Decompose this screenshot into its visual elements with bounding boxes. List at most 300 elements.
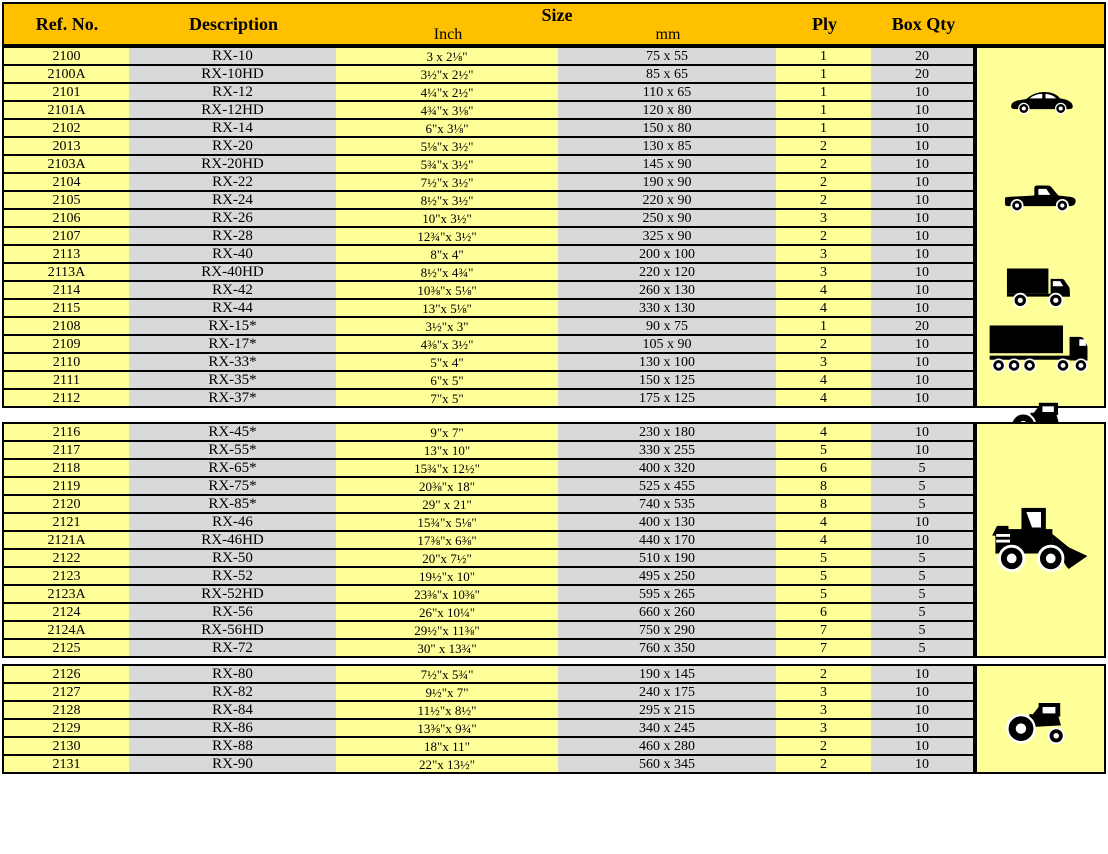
cell-ply: 7 xyxy=(776,639,871,657)
cell-qty: 5 xyxy=(871,459,974,477)
table-row xyxy=(3,477,974,495)
cell-mm: 330 x 255 xyxy=(558,441,776,459)
cell-ref: 2123A xyxy=(3,585,129,603)
cell-desc: RX-37* xyxy=(129,389,336,407)
table-row xyxy=(3,281,974,299)
cell-ref: 2109 xyxy=(3,335,129,353)
cell-desc: RX-90 xyxy=(129,755,336,773)
cell-inch: 10"x 3½" xyxy=(336,209,558,227)
cell-qty: 5 xyxy=(871,585,974,603)
cell-ref: 2122 xyxy=(3,549,129,567)
header-vehicle-column xyxy=(975,4,1104,44)
cell-ref: 2100 xyxy=(3,47,129,65)
cell-ref: 2113A xyxy=(3,263,129,281)
cell-inch: 13"x 5⅛" xyxy=(336,299,558,317)
cell-mm: 660 x 260 xyxy=(558,603,776,621)
cell-ref: 2100A xyxy=(3,65,129,83)
cell-ref: 2131 xyxy=(3,755,129,773)
cell-inch: 20⅜"x 18" xyxy=(336,477,558,495)
cell-ply: 4 xyxy=(776,371,871,389)
cell-mm: 260 x 130 xyxy=(558,281,776,299)
cell-ref: 2130 xyxy=(3,737,129,755)
cell-qty: 10 xyxy=(871,513,974,531)
cell-mm: 190 x 145 xyxy=(558,665,776,683)
catalog-section-1 xyxy=(2,2,1106,408)
table-row xyxy=(3,639,974,657)
cell-ref: 2105 xyxy=(3,191,129,209)
cell-qty: 10 xyxy=(871,719,974,737)
cell-ply: 4 xyxy=(776,531,871,549)
table-row xyxy=(3,245,974,263)
cell-ply: 2 xyxy=(776,755,871,773)
vehicle-icon-panel-3 xyxy=(975,664,1106,774)
cell-mm: 220 x 120 xyxy=(558,263,776,281)
table-row xyxy=(3,137,974,155)
cell-ply: 3 xyxy=(776,719,871,737)
semi-trailer-truck-icon xyxy=(977,322,1104,373)
table-row xyxy=(3,585,974,603)
table-row xyxy=(3,47,974,65)
cell-inch: 18"x 11" xyxy=(336,737,558,755)
cell-mm: 110 x 65 xyxy=(558,83,776,101)
cell-ply: 3 xyxy=(776,209,871,227)
vehicle-icon-panel-2 xyxy=(975,422,1106,658)
cell-mm: 105 x 90 xyxy=(558,335,776,353)
cell-ref: 2107 xyxy=(3,227,129,245)
cell-inch: 13⅜"x 9¾" xyxy=(336,719,558,737)
cell-desc: RX-75* xyxy=(129,477,336,495)
cell-desc: RX-72 xyxy=(129,639,336,657)
cell-ply: 1 xyxy=(776,317,871,335)
cell-mm: 130 x 100 xyxy=(558,353,776,371)
cell-mm: 495 x 250 xyxy=(558,567,776,585)
cell-ply: 3 xyxy=(776,683,871,701)
cell-desc: RX-88 xyxy=(129,737,336,755)
cell-ref: 2126 xyxy=(3,665,129,683)
cell-desc: RX-50 xyxy=(129,549,336,567)
product-table-3 xyxy=(2,664,975,774)
cell-ref: 2125 xyxy=(3,639,129,657)
cell-ply: 1 xyxy=(776,47,871,65)
catalog-section-2 xyxy=(2,422,1106,658)
cell-qty: 10 xyxy=(871,245,974,263)
cell-inch: 13"x 10" xyxy=(336,441,558,459)
cell-ply: 1 xyxy=(776,83,871,101)
cell-desc: RX-55* xyxy=(129,441,336,459)
cell-ply: 3 xyxy=(776,701,871,719)
table-row xyxy=(3,335,974,353)
cell-desc: RX-15* xyxy=(129,317,336,335)
cell-ply: 2 xyxy=(776,173,871,191)
table-row xyxy=(3,227,974,245)
cell-desc: RX-12 xyxy=(129,83,336,101)
cell-qty: 5 xyxy=(871,477,974,495)
cell-inch: 8"x 4" xyxy=(336,245,558,263)
box-truck-icon xyxy=(977,264,1104,310)
cell-desc: RX-80 xyxy=(129,665,336,683)
cell-mm: 85 x 65 xyxy=(558,65,776,83)
cell-inch: 17⅜"x 6⅜" xyxy=(336,531,558,549)
cell-desc: RX-10HD xyxy=(129,65,336,83)
cell-ref: 2111 xyxy=(3,371,129,389)
section-3-body xyxy=(2,664,1106,774)
cell-desc: RX-42 xyxy=(129,281,336,299)
cell-ply: 6 xyxy=(776,459,871,477)
table-row xyxy=(3,299,974,317)
cell-desc: RX-17* xyxy=(129,335,336,353)
cell-ply: 1 xyxy=(776,101,871,119)
cell-ref: 2119 xyxy=(3,477,129,495)
cell-inch: 15¾"x 12½" xyxy=(336,459,558,477)
cell-mm: 330 x 130 xyxy=(558,299,776,317)
cell-inch: 29" x 21" xyxy=(336,495,558,513)
cell-ref: 2121A xyxy=(3,531,129,549)
table-row xyxy=(3,65,974,83)
table-row xyxy=(3,567,974,585)
cell-mm: 190 x 90 xyxy=(558,173,776,191)
cell-ply: 4 xyxy=(776,299,871,317)
cell-inch: 4¼"x 2½" xyxy=(336,83,558,101)
cell-inch: 8½"x 4¾" xyxy=(336,263,558,281)
cell-desc: RX-44 xyxy=(129,299,336,317)
cell-ply: 7 xyxy=(776,621,871,639)
cell-ref: 2108 xyxy=(3,317,129,335)
cell-qty: 10 xyxy=(871,227,974,245)
cell-inch: 26"x 10¼" xyxy=(336,603,558,621)
cell-qty: 10 xyxy=(871,389,974,407)
cell-mm: 150 x 80 xyxy=(558,119,776,137)
cell-inch: 9½"x 7" xyxy=(336,683,558,701)
cell-ply: 5 xyxy=(776,585,871,603)
section-1-body xyxy=(2,46,1106,408)
header-description: Description xyxy=(189,13,278,34)
cell-ply: 8 xyxy=(776,495,871,513)
cell-inch: 9"x 7" xyxy=(336,423,558,441)
table-row xyxy=(3,549,974,567)
header-ref-no: Ref. No. xyxy=(35,13,99,34)
table-row xyxy=(3,755,974,773)
cell-qty: 5 xyxy=(871,639,974,657)
cell-ply: 2 xyxy=(776,137,871,155)
table-row xyxy=(3,119,974,137)
cell-inch: 23⅜"x 10⅜" xyxy=(336,585,558,603)
cell-ref: 2101 xyxy=(3,83,129,101)
cell-ref: 2102 xyxy=(3,119,129,137)
header-box-qty: Box Qty xyxy=(891,13,956,34)
cell-ref: 2114 xyxy=(3,281,129,299)
cell-desc: RX-52HD xyxy=(129,585,336,603)
section-2-body xyxy=(2,422,1106,658)
cell-desc: RX-20 xyxy=(129,137,336,155)
table-row xyxy=(3,737,974,755)
table-row xyxy=(3,513,974,531)
cell-ref: 2104 xyxy=(3,173,129,191)
cell-qty: 10 xyxy=(871,101,974,119)
cell-desc: RX-26 xyxy=(129,209,336,227)
cell-ply: 3 xyxy=(776,263,871,281)
cell-qty: 10 xyxy=(871,335,974,353)
cell-mm: 295 x 215 xyxy=(558,701,776,719)
cell-ply: 2 xyxy=(776,665,871,683)
table-row xyxy=(3,353,974,371)
cell-ref: 2120 xyxy=(3,495,129,513)
cell-inch: 12¾"x 3½" xyxy=(336,227,558,245)
cell-inch: 20"x 7½" xyxy=(336,549,558,567)
product-table-1 xyxy=(2,46,975,408)
cell-ply: 3 xyxy=(776,245,871,263)
cell-qty: 10 xyxy=(871,441,974,459)
cell-qty: 10 xyxy=(871,173,974,191)
header-ply: Ply xyxy=(812,13,837,34)
header-size: Size xyxy=(541,5,573,25)
cell-inch: 29½"x 11⅜" xyxy=(336,621,558,639)
cell-inch: 4¾"x 3⅛" xyxy=(336,101,558,119)
cell-mm: 230 x 180 xyxy=(558,423,776,441)
cell-ref: 2101A xyxy=(3,101,129,119)
cell-inch: 30" x 13¾" xyxy=(336,639,558,657)
cell-desc: RX-12HD xyxy=(129,101,336,119)
cell-desc: RX-14 xyxy=(129,119,336,137)
cell-ref: 2128 xyxy=(3,701,129,719)
table-header xyxy=(2,2,1106,46)
vehicle-icon-panel-1 xyxy=(975,46,1106,408)
table-row xyxy=(3,701,974,719)
table-row xyxy=(3,495,974,513)
cell-qty: 10 xyxy=(871,755,974,773)
header-size-units xyxy=(337,26,777,43)
cell-desc: RX-65* xyxy=(129,459,336,477)
cell-qty: 10 xyxy=(871,83,974,101)
cell-qty: 10 xyxy=(871,353,974,371)
cell-desc: RX-82 xyxy=(129,683,336,701)
cell-desc: RX-85* xyxy=(129,495,336,513)
table-row xyxy=(3,719,974,737)
cell-mm: 120 x 80 xyxy=(558,101,776,119)
cell-ref: 2115 xyxy=(3,299,129,317)
cell-mm: 760 x 350 xyxy=(558,639,776,657)
cell-qty: 10 xyxy=(871,531,974,549)
cell-qty: 20 xyxy=(871,65,974,83)
table-row xyxy=(3,371,974,389)
cell-desc: RX-46 xyxy=(129,513,336,531)
cell-mm: 340 x 245 xyxy=(558,719,776,737)
cell-ref: 2124 xyxy=(3,603,129,621)
cell-qty: 10 xyxy=(871,423,974,441)
cell-mm: 175 x 125 xyxy=(558,389,776,407)
table-row xyxy=(3,263,974,281)
cell-desc: RX-10 xyxy=(129,47,336,65)
cell-inch: 15¾"x 5⅛" xyxy=(336,513,558,531)
cell-mm: 250 x 90 xyxy=(558,209,776,227)
header-mm: mm xyxy=(655,26,681,43)
cell-mm: 220 x 90 xyxy=(558,191,776,209)
car-icon xyxy=(977,86,1104,117)
cell-ref: 2013 xyxy=(3,137,129,155)
cell-desc: RX-20HD xyxy=(129,155,336,173)
cell-inch: 3½"x 2½" xyxy=(336,65,558,83)
cell-inch: 22"x 13½" xyxy=(336,755,558,773)
cell-qty: 10 xyxy=(871,191,974,209)
cell-ref: 2103A xyxy=(3,155,129,173)
cell-ref: 2113 xyxy=(3,245,129,263)
cell-desc: RX-40HD xyxy=(129,263,336,281)
cell-desc: RX-33* xyxy=(129,353,336,371)
cell-qty: 5 xyxy=(871,603,974,621)
cell-desc: RX-24 xyxy=(129,191,336,209)
table-row xyxy=(3,621,974,639)
cell-qty: 5 xyxy=(871,549,974,567)
cell-ply: 3 xyxy=(776,353,871,371)
table-row xyxy=(3,531,974,549)
table-row xyxy=(3,459,974,477)
cell-mm: 325 x 90 xyxy=(558,227,776,245)
header-size-group xyxy=(337,4,777,44)
cell-qty: 5 xyxy=(871,567,974,585)
cell-desc: RX-86 xyxy=(129,719,336,737)
cell-mm: 75 x 55 xyxy=(558,47,776,65)
cell-inch: 11½"x 8½" xyxy=(336,701,558,719)
cell-qty: 10 xyxy=(871,119,974,137)
cell-ply: 5 xyxy=(776,567,871,585)
wheel-loader-icon xyxy=(977,424,1104,656)
cell-inch: 6"x 5" xyxy=(336,371,558,389)
cell-mm: 400 x 320 xyxy=(558,459,776,477)
cell-ref: 2123 xyxy=(3,567,129,585)
cell-qty: 10 xyxy=(871,371,974,389)
cell-qty: 20 xyxy=(871,47,974,65)
cell-ref: 2110 xyxy=(3,353,129,371)
cell-inch: 6"x 3⅛" xyxy=(336,119,558,137)
table-row xyxy=(3,441,974,459)
cell-inch: 7½"x 5¾" xyxy=(336,665,558,683)
cell-qty: 10 xyxy=(871,299,974,317)
cell-inch: 5¾"x 3½" xyxy=(336,155,558,173)
table-row xyxy=(3,209,974,227)
cell-mm: 150 x 125 xyxy=(558,371,776,389)
table-row xyxy=(3,603,974,621)
cell-ref: 2117 xyxy=(3,441,129,459)
cell-desc: RX-56HD xyxy=(129,621,336,639)
cell-inch: 7"x 5" xyxy=(336,389,558,407)
cell-qty: 5 xyxy=(871,621,974,639)
cell-ref: 2118 xyxy=(3,459,129,477)
cell-mm: 145 x 90 xyxy=(558,155,776,173)
cell-ref: 2124A xyxy=(3,621,129,639)
table-row xyxy=(3,683,974,701)
table-row xyxy=(3,191,974,209)
cell-ply: 5 xyxy=(776,549,871,567)
cell-mm: 90 x 75 xyxy=(558,317,776,335)
cell-qty: 10 xyxy=(871,683,974,701)
cell-ref: 2121 xyxy=(3,513,129,531)
cell-ply: 4 xyxy=(776,423,871,441)
cell-ref: 2112 xyxy=(3,389,129,407)
cell-ply: 2 xyxy=(776,191,871,209)
table-row xyxy=(3,389,974,407)
cell-qty: 10 xyxy=(871,263,974,281)
cell-ref: 2129 xyxy=(3,719,129,737)
cell-ply: 2 xyxy=(776,227,871,245)
table-row xyxy=(3,155,974,173)
cell-ply: 1 xyxy=(776,119,871,137)
cell-desc: RX-84 xyxy=(129,701,336,719)
cell-qty: 10 xyxy=(871,137,974,155)
cell-desc: RX-46HD xyxy=(129,531,336,549)
cell-desc: RX-22 xyxy=(129,173,336,191)
cell-desc: RX-40 xyxy=(129,245,336,263)
cell-ply: 1 xyxy=(776,65,871,83)
cell-ply: 2 xyxy=(776,737,871,755)
cell-qty: 10 xyxy=(871,281,974,299)
cell-desc: RX-56 xyxy=(129,603,336,621)
table-row xyxy=(3,423,974,441)
cell-ply: 4 xyxy=(776,513,871,531)
header-inch: Inch xyxy=(433,26,463,43)
cell-desc: RX-52 xyxy=(129,567,336,585)
cell-ply: 4 xyxy=(776,281,871,299)
table-row xyxy=(3,83,974,101)
cell-ply: 6 xyxy=(776,603,871,621)
pickup-truck-icon xyxy=(977,180,1104,215)
table-row xyxy=(3,101,974,119)
cell-inch: 3½"x 3" xyxy=(336,317,558,335)
cell-mm: 525 x 455 xyxy=(558,477,776,495)
cell-desc: RX-45* xyxy=(129,423,336,441)
cell-ref: 2127 xyxy=(3,683,129,701)
cell-mm: 595 x 265 xyxy=(558,585,776,603)
table-row xyxy=(3,317,974,335)
cell-ref: 2106 xyxy=(3,209,129,227)
cell-desc: RX-35* xyxy=(129,371,336,389)
cell-ref: 2116 xyxy=(3,423,129,441)
product-table-2 xyxy=(2,422,975,658)
cell-mm: 440 x 170 xyxy=(558,531,776,549)
cell-ply: 2 xyxy=(776,155,871,173)
cell-qty: 10 xyxy=(871,701,974,719)
cell-mm: 560 x 345 xyxy=(558,755,776,773)
cell-ply: 8 xyxy=(776,477,871,495)
cell-inch: 5"x 4" xyxy=(336,353,558,371)
cell-mm: 460 x 280 xyxy=(558,737,776,755)
cell-mm: 240 x 175 xyxy=(558,683,776,701)
table-row xyxy=(3,173,974,191)
cell-ply: 5 xyxy=(776,441,871,459)
cell-mm: 400 x 130 xyxy=(558,513,776,531)
cell-desc: RX-28 xyxy=(129,227,336,245)
cell-qty: 20 xyxy=(871,317,974,335)
cell-ply: 4 xyxy=(776,389,871,407)
cell-mm: 130 x 85 xyxy=(558,137,776,155)
cell-inch: 5⅛"x 3½" xyxy=(336,137,558,155)
cell-qty: 5 xyxy=(871,495,974,513)
cell-inch: 4⅜"x 3½" xyxy=(336,335,558,353)
cell-inch: 10⅜"x 5⅛" xyxy=(336,281,558,299)
cell-qty: 10 xyxy=(871,665,974,683)
tractor-icon xyxy=(977,666,1104,772)
cell-inch: 3 x 2⅛" xyxy=(336,47,558,65)
cell-inch: 8½"x 3½" xyxy=(336,191,558,209)
cell-qty: 10 xyxy=(871,737,974,755)
cell-inch: 19½"x 10" xyxy=(336,567,558,585)
cell-inch: 7½"x 3½" xyxy=(336,173,558,191)
cell-ply: 2 xyxy=(776,335,871,353)
table-row xyxy=(3,665,974,683)
cell-mm: 750 x 290 xyxy=(558,621,776,639)
cell-mm: 740 x 535 xyxy=(558,495,776,513)
cell-qty: 10 xyxy=(871,209,974,227)
cell-mm: 510 x 190 xyxy=(558,549,776,567)
catalog-section-3 xyxy=(2,664,1106,774)
